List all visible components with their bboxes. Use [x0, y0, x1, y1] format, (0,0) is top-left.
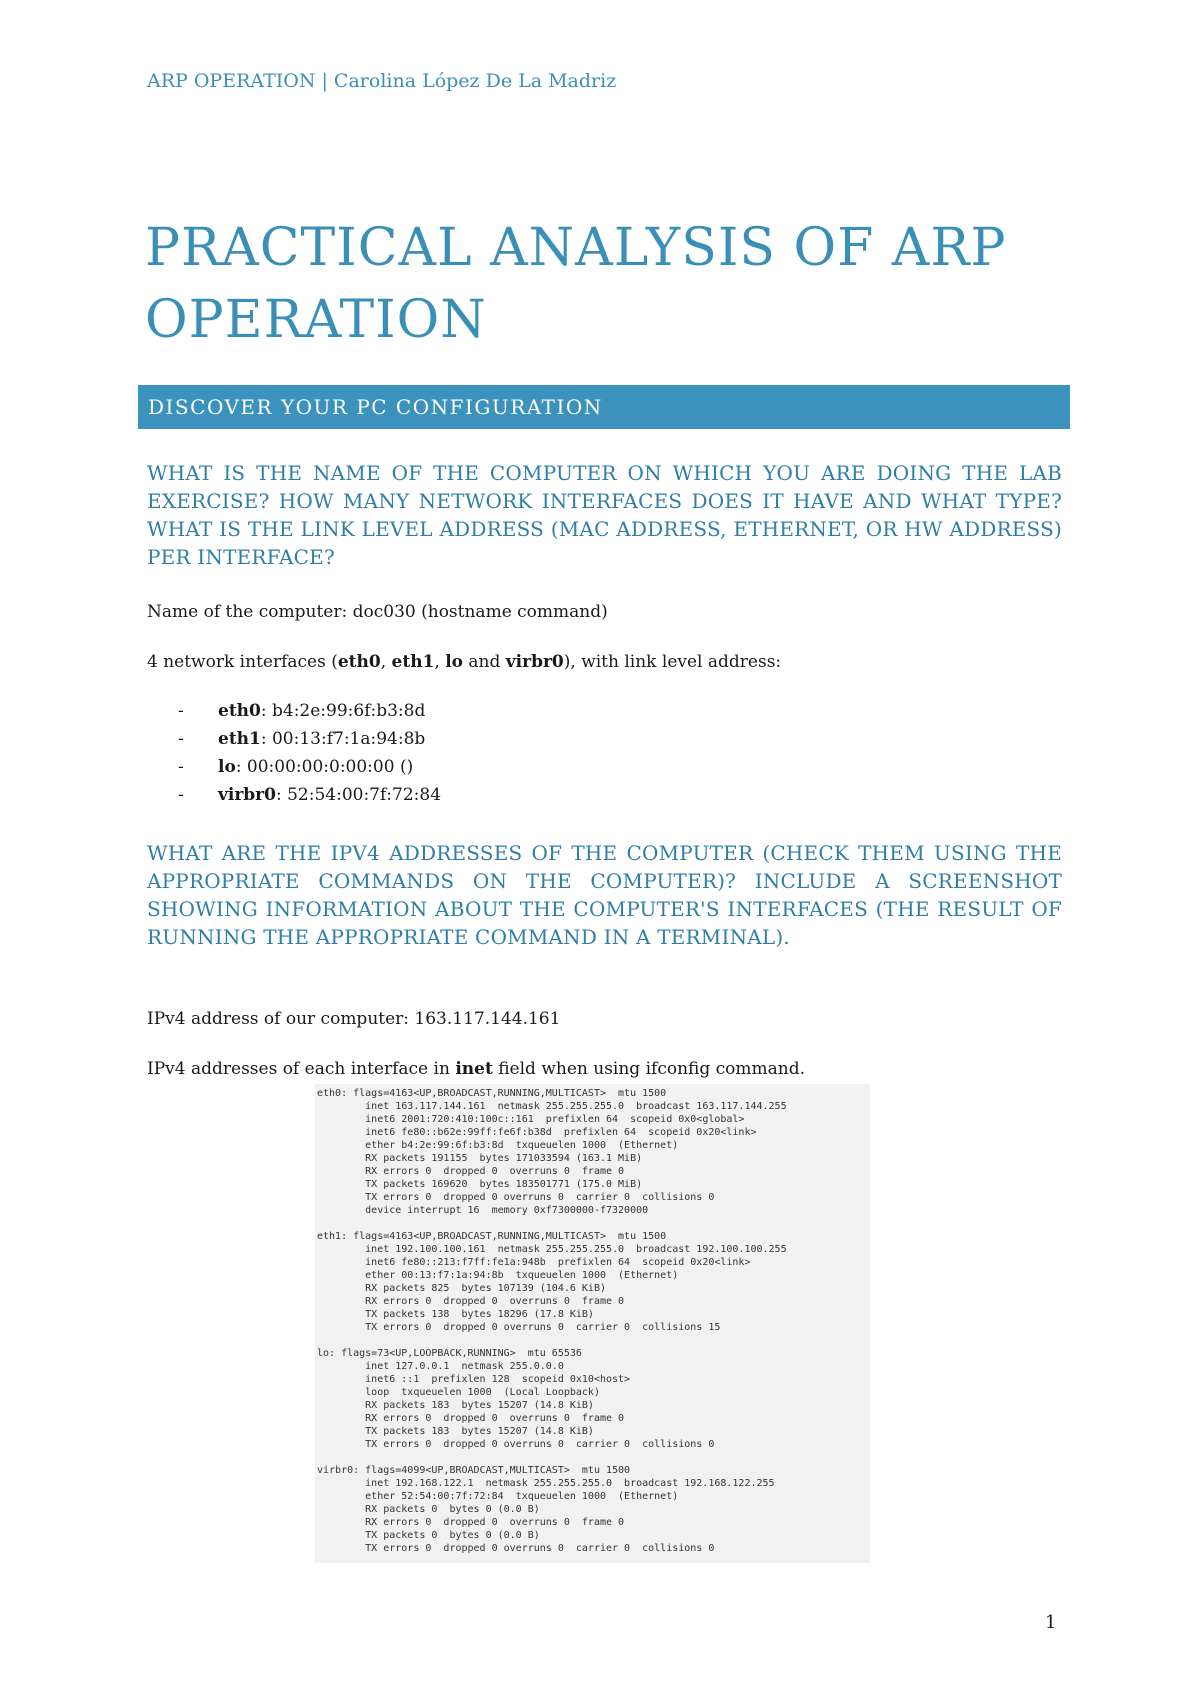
list-item — [178, 725, 441, 753]
interface-name: eth1 — [391, 652, 435, 672]
list-dash: - — [178, 701, 184, 721]
interface-mac-address: : 52:54:00:7f:72:84 — [275, 785, 442, 805]
question-1: WHAT IS THE NAME OF THE COMPUTER ON WHICH YOU ARE DOING THE LAB EXERCISE? HOW MANY NETWORK INTERFACES DOES IT HAVE AND WHAT TYPE? WHAT IS THE LINK LEVEL ADDRESS (MAC ADDRESS, ETHERNET, OR HW ADDRESS) PER INTERFACE? — [147, 461, 1062, 569]
inet-line-prefix: IPv4 addresses of each interface in — [147, 1059, 456, 1079]
interface-name: eth0 — [337, 652, 381, 672]
inet-keyword: inet — [455, 1059, 493, 1079]
running-header: ARP OPERATION | Carolina López De La Madriz — [147, 70, 617, 92]
interface-mac-address: : b4:2e:99:6f:b3:8d — [260, 701, 426, 721]
ipv4-address-paragraph: IPv4 address of our computer: 163.117.144.161 — [147, 1009, 561, 1029]
section-heading-bar — [138, 385, 1070, 429]
list-dash: - — [178, 757, 184, 777]
question-2: WHAT ARE THE IPV4 ADDRESSES OF THE COMPUTER (CHECK THEM USING THE APPROPRIATE COMMANDS ON THE COMPUTER)? INCLUDE A SCREENSHOT SHOWING INFORMATION ABOUT THE COMPUTER'S INTERFACES (THE RESULT OF RUNNING THE APPROPRIATE COMMAND IN A TERMINAL). — [147, 841, 1062, 949]
interface-name: lo — [445, 652, 463, 672]
list-item — [178, 753, 441, 781]
list-dash: - — [178, 729, 184, 749]
document-title: PRACTICAL ANALYSIS OF ARP OPERATION — [145, 218, 1007, 350]
interfaces-intro-suffix: ), with link level address: — [563, 652, 782, 672]
interface-name: virbr0 — [505, 652, 564, 672]
separator: , — [434, 652, 446, 672]
inet-line-suffix: field when using ifconfig command. — [492, 1059, 806, 1079]
list-item — [178, 781, 441, 809]
interface-mac-address: : 00:13:f7:1a:94:8b — [260, 729, 426, 749]
interface-name: virbr0 — [218, 785, 276, 805]
list-dash: - — [178, 785, 184, 805]
ifconfig-terminal-screenshot — [315, 1084, 870, 1563]
interfaces-intro-paragraph — [147, 650, 1062, 674]
interface-name: eth1 — [218, 729, 261, 749]
interface-address-list — [178, 697, 441, 809]
terminal-output: eth0: flags=4163<UP,BROADCAST,RUNNING,MULTICAST> mtu 1500 inet 163.117.144.161 netmask 255.255.255.0 broadcast 163.117.144.255 inet6 2001:720:410:100c::161 prefixlen 64 scopeid 0x0<global> inet6 fe80::b62e:99ff:fe6f:b38d prefixlen 64 scopeid 0x20<link> ether b4:2e:99:6f:b3:8d txqueuelen 1000 (Ethernet) RX packets 191155 bytes 171033594 (163.1 MiB) RX errors 0 dropped 0 overruns 0 frame 0 TX packets 169620 bytes 183501771 (175.0 MiB) TX errors 0 dropped 0 overruns 0 carrier 0 collisions 0 device interrupt 16 memory 0xf7300000-f7320000 eth1: flags=4163<UP,BROADCAST,RUNNING,MULTICAST> mtu 1500 inet 192.100.100.161 netmask 255.255.255.0 broadcast 192.100.100.255 inet6 fe80::213:f7ff:fe1a:948b prefixlen 64 scopeid 0x20<link> ether 00:13:f7:1a:94:8b txqueuelen 1000 (Ethernet) RX packets 825 bytes 107139 (104.6 KiB) RX errors 0 dropped 0 overruns 0 frame 0 TX packets 138 bytes 18296 (17.8 KiB) TX errors 0 dropped 0 overruns 0 carrier 0 collisions 15 lo: flags=73<UP,LOOPBACK,RUNNING> mtu 65536 inet 127.0.0.1 netmask 255.0.0.0 inet6 ::1 prefixlen 128 scopeid 0x10<host> loop txqueuelen 1000 (Local Loopback) RX packets 183 bytes 15207 (14.8 KiB) RX errors 0 dropped 0 overruns 0 frame 0 TX packets 183 bytes 15207 (14.8 KiB) TX errors 0 dropped 0 overruns 0 carrier 0 collisions 0 virbr0: flags=4099<UP,BROADCAST,MULTICAST> mtu 1500 inet 192.168.122.1 netmask 255.255.255.0 broadcast 192.168.122.255 ether 52:54:00:7f:72:84 txqueuelen 1000 (Ethernet) RX packets 0 bytes 0 (0.0 B) RX errors 0 dropped 0 overruns 0 frame 0 TX packets 0 bytes 0 (0.0 B) TX errors 0 dropped 0 overruns 0 carrier 0 collisions 0 — [317, 1088, 787, 1554]
page-number: 1 — [1045, 1612, 1057, 1633]
computer-name-paragraph: Name of the computer: doc030 (hostname command) — [147, 602, 608, 622]
section-heading: DISCOVER YOUR PC CONFIGURATION — [148, 395, 603, 419]
interface-mac-address: : 00:00:00:0:00:00 () — [235, 757, 414, 777]
separator: and — [463, 652, 506, 672]
separator: , — [380, 652, 392, 672]
inet-field-paragraph — [147, 1057, 1062, 1081]
interfaces-intro-prefix: 4 network interfaces ( — [147, 652, 338, 672]
interface-name: lo — [218, 757, 236, 777]
list-item — [178, 697, 441, 725]
interface-name: eth0 — [218, 701, 261, 721]
